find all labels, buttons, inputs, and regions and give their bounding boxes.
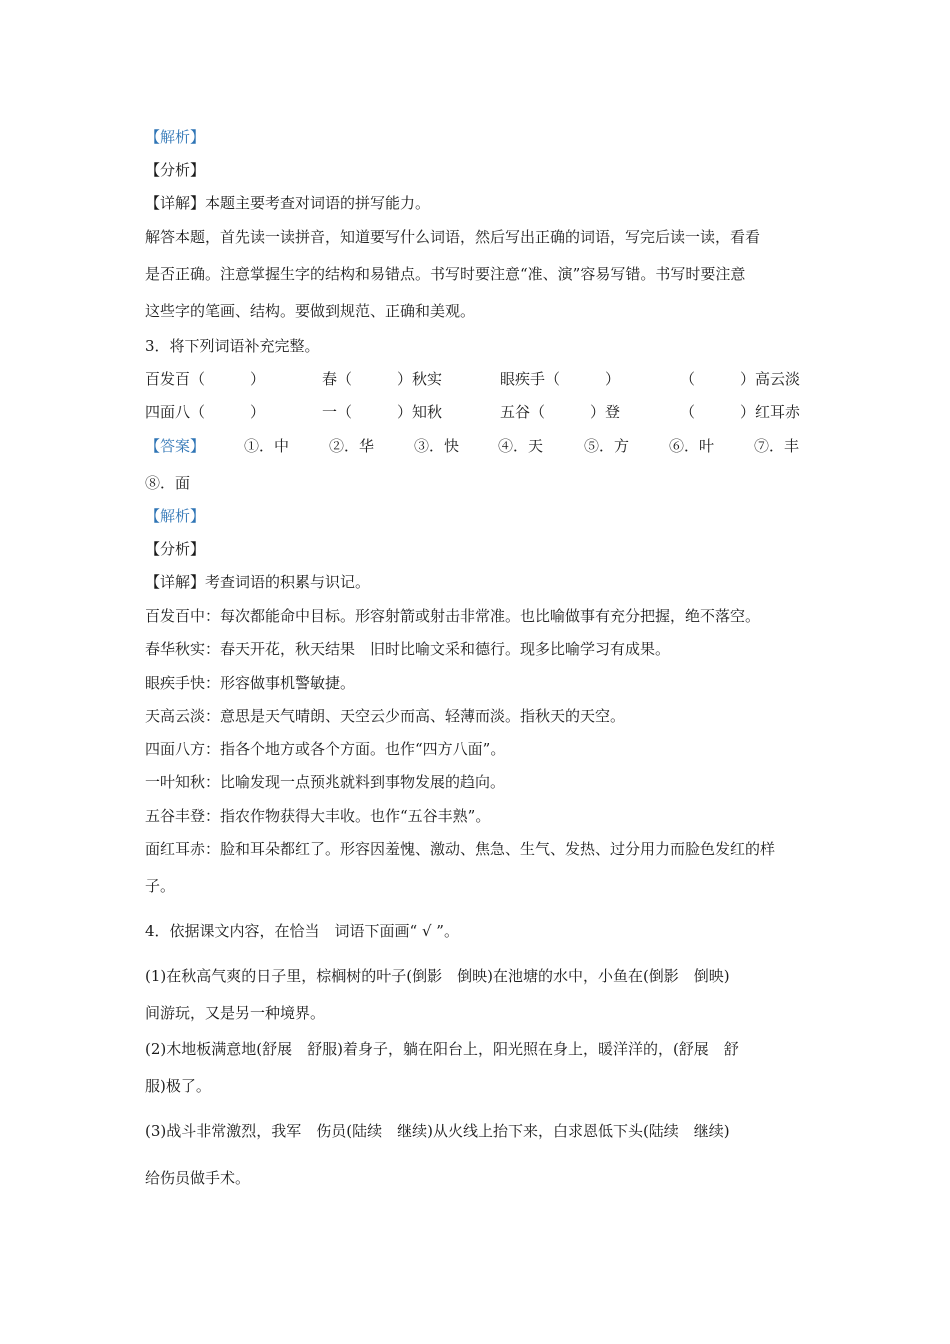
explanation-line: 春华秋实：春天开花，秋天结果 旧时比喻文采和德行。现多比喻学习有成果。 [145, 640, 671, 658]
question-4-item: 服)极了。 [145, 1077, 211, 1095]
fill-blank-item: （ ）高云淡 [680, 370, 801, 388]
explanation-line: 子。 [145, 877, 176, 895]
answer-item: ②．华 [329, 437, 375, 455]
answer-item: ⑧．面 [145, 474, 191, 492]
fill-blank-item: 五谷（ ）登 [500, 403, 621, 421]
xiangjie-text: 【详解】本题主要考查对词语的拼写能力。 [145, 194, 431, 212]
explanation-line: 面红耳赤：脸和耳朵都红了。形容因羞愧、激动、焦急、生气、发热、过分用力而脸色发红的样 [145, 840, 776, 858]
fill-blank-item: （ ）红耳赤 [680, 403, 801, 421]
explanation-line: 五谷丰登：指农作物获得大丰收。也作“五谷丰熟”。 [145, 807, 491, 825]
question-4-item: (1)在秋高气爽的日子里，棕榈树的叶子(倒影 倒映)在池塘的水中，小鱼在(倒影 倒映) [145, 967, 730, 985]
answer-item: ⑦．丰 [754, 437, 800, 455]
answer-label: 【答案】 [145, 437, 206, 455]
body-line: 这些字的笔画、结构。要做到规范、正确和美观。 [145, 302, 476, 320]
explanation-line: 百发百中：每次都能命中目标。形容射箭或射击非常准。也比喻做事有充分把握，绝不落空。 [145, 607, 761, 625]
answer-item: ⑤．方 [584, 437, 630, 455]
explanation-line: 一叶知秋：比喻发现一点预兆就料到事物发展的趋向。 [145, 773, 506, 791]
question-4-title: 4．依据课文内容，在恰当 词语下面画“ √ ”。 [145, 922, 459, 940]
answer-item: ①．中 [244, 437, 290, 455]
fill-blank-item: 一（ ）知秋 [322, 403, 443, 421]
question-3-title: 3．将下列词语补充完整。 [145, 337, 320, 355]
answer-item: ③．快 [414, 437, 460, 455]
fill-blank-item: 四面八（ ） [145, 403, 266, 421]
explanation-line: 四面八方：指各个地方或各个方面。也作“四方八面”。 [145, 740, 506, 758]
question-4-item: 给伤员做手术。 [145, 1169, 251, 1187]
jiexi-heading: 【解析】 [145, 128, 206, 146]
answer-item: ⑥．叶 [669, 437, 715, 455]
fill-blank-item: 眼疾手（ ） [500, 370, 621, 388]
fill-blank-item: 百发百（ ） [145, 370, 266, 388]
body-line: 解答本题，首先读一读拼音，知道要写什么词语，然后写出正确的词语，写完后读一读，看看 [145, 228, 761, 246]
question-4-item: (2)木地板满意地(舒展 舒服)着身子，躺在阳台上，阳光照在身上，暖洋洋的，(舒展 舒 [145, 1040, 739, 1058]
fenxi-heading: 【分析】 [145, 161, 206, 179]
answer-item: ④．天 [498, 437, 544, 455]
explanation-line: 天高云淡：意思是天气晴朗、天空云少而高、轻薄而淡。指秋天的天空。 [145, 707, 626, 725]
question-4-item: (3)战斗非常激烈，我军 伤员(陆续 继续)从火线上抬下来，白求恩低下头(陆续 继续) [145, 1122, 730, 1140]
fill-blank-item: 春（ ）秋实 [322, 370, 443, 388]
explanation-line: 眼疾手快：形容做事机警敏捷。 [145, 674, 356, 692]
body-line: 是否正确。注意掌握生字的结构和易错点。书写时要注意“准、演”容易写错。书写时要注意 [145, 265, 746, 283]
fenxi-heading: 【分析】 [145, 540, 206, 558]
jiexi-heading: 【解析】 [145, 507, 206, 525]
question-4-item: 间游玩，又是另一种境界。 [145, 1004, 326, 1022]
xiangjie-text: 【详解】考查词语的积累与识记。 [145, 573, 371, 591]
